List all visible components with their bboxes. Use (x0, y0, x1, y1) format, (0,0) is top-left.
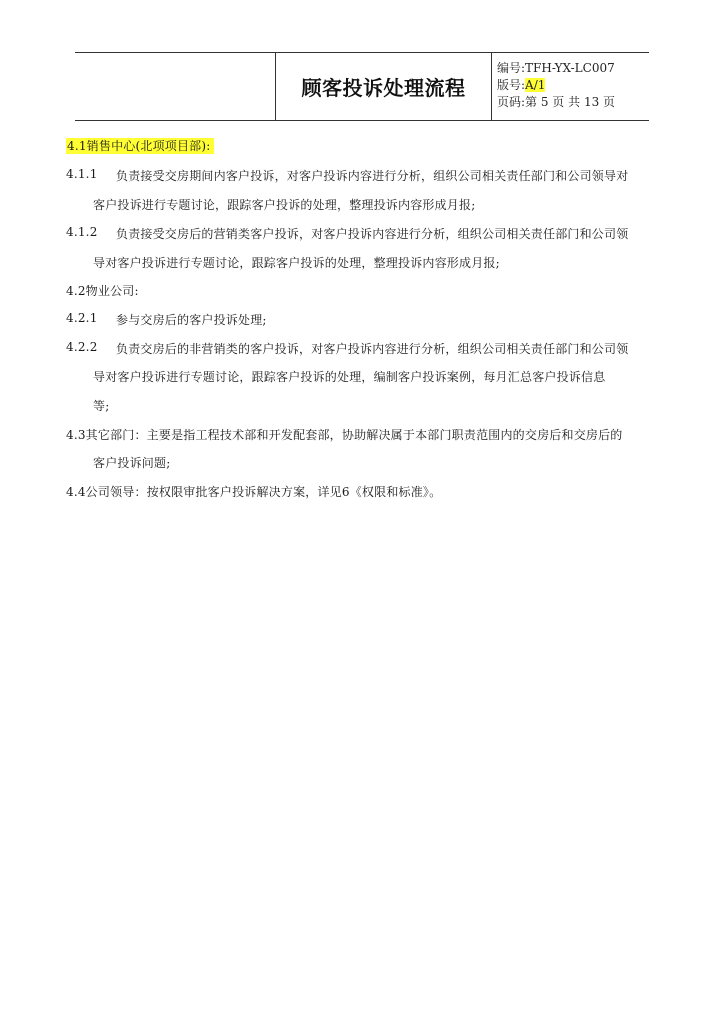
doc-page-row (497, 94, 649, 111)
clause-4-2-2-number: 4.2.2 (66, 340, 98, 354)
header-title-cell (275, 53, 492, 120)
document-title: 顾客投诉处理流程 (301, 76, 466, 100)
section-4-3-line-1: 4.3其它部门：主要是指工程技术部和开发配套部，协助解决属于本部门职责范围内的交房后和交房后的 (66, 428, 623, 442)
doc-page-value: 第 5 页 共 13 页 (525, 95, 616, 109)
clause-4-1-2-line-1: 负责接受交房后的营销类客户投诉，对客户投诉内容进行分析，组织公司相关责任部门和公司领 (116, 227, 629, 241)
doc-page-label: 页码: (497, 95, 526, 109)
section-4-2-heading: 4.2物业公司: (66, 284, 139, 298)
doc-version-label: 版号: (497, 78, 526, 92)
clause-4-2-2-line-2: 导对客户投诉进行专题讨论，跟踪客户投诉的处理，编制客户投诉案例，每月汇总客户投诉信息 (93, 370, 606, 384)
section-4-1-heading (66, 137, 214, 154)
document-header-table (75, 52, 649, 121)
doc-code-label: 编号: (497, 61, 526, 75)
clause-4-1-1-line-2: 客户投诉进行专题讨论，跟踪客户投诉的处理，整理投诉内容形成月报; (93, 198, 476, 212)
header-logo-cell (75, 53, 275, 120)
clause-4-2-1-line-1: 参与交房后的客户投诉处理; (116, 313, 267, 327)
clause-4-2-1-number: 4.2.1 (66, 311, 98, 325)
clause-4-2-2-line-1: 负责交房后的非营销类的客户投诉，对客户投诉内容进行分析，组织公司相关责任部门和公司领 (116, 342, 629, 356)
clause-4-1-2-number: 4.1.2 (66, 225, 98, 239)
clause-4-1-1-line-1: 负责接受交房期间内客户投诉，对客户投诉内容进行分析，组织公司相关责任部门和公司领导对 (116, 169, 629, 183)
doc-version-value: A/1 (525, 78, 546, 92)
clause-4-1-1-number: 4.1.1 (66, 167, 98, 181)
section-4-4-line-1: 4.4公司领导：按权限审批客户投诉解决方案，详见6《权限和标准》。 (66, 485, 442, 499)
section-4-1-heading-text: 4.1销售中心(北项项目部): (66, 138, 214, 154)
doc-version-row (497, 77, 649, 94)
clause-4-2-2-line-3: 等; (93, 399, 110, 413)
header-meta-cell (497, 60, 649, 111)
doc-code-row (497, 60, 649, 77)
doc-code-value: TFH-YX-LC007 (525, 61, 615, 75)
clause-4-1-2-line-2: 导对客户投诉进行专题讨论，跟踪客户投诉的处理，整理投诉内容形成月报; (93, 256, 500, 270)
section-4-3-line-2: 客户投诉问题; (93, 456, 171, 470)
